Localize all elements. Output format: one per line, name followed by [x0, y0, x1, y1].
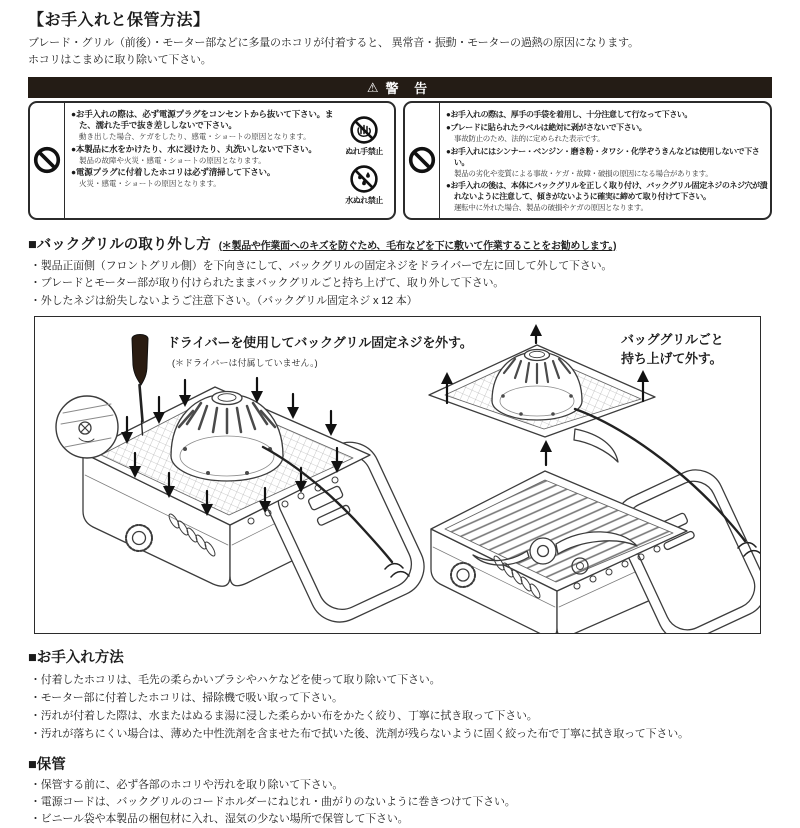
figure-caption-left-note: (＊ドライバーは付属していません。): [172, 358, 318, 368]
figure-box: [34, 316, 761, 634]
care-bullet: ・付着したホコリは、毛先の柔らかいブラシやハケなどを使って取り除いて下さい。: [30, 674, 441, 686]
intro-line: ホコリはこまめに取り除いて下さい。: [28, 54, 212, 66]
warning-item-text: ●お手入れの後は、本体にバックグリルを正しく取り付け、バックグリル固定ネジのネジ穴が潰れないように注意して、傾きがないように確実に締めて取り付けて下さい。: [446, 181, 768, 201]
removal-bullet: ・外したネジは紛失しないようご注意下さい。（バックグリル固定ネジ x 12 本）: [30, 294, 418, 307]
screw-detail-magnifier: [56, 396, 118, 458]
figure-caption-left: ドライバーを使用してバックグリル固定ネジを外す。: [167, 335, 473, 350]
warning-boxes: [28, 101, 772, 220]
section-heading-removal: [28, 233, 772, 254]
warning-box-left: [28, 101, 396, 220]
intro-text: [28, 35, 772, 69]
storage-bullets: [28, 777, 772, 828]
figure-caption-right-line: 持ち上げて外す。: [621, 351, 723, 366]
removal-heading-note: (＊製品や作業面へのキズを防ぐため、毛布などを下に敷いて作業することをお勧めします。): [218, 240, 617, 252]
warning-box-right: [403, 101, 772, 220]
removal-heading: ■バックグリルの取り外し方: [28, 236, 211, 253]
no-water-badge: [345, 164, 383, 206]
warning-banner-label: 警 告: [385, 81, 434, 96]
storage-bullet: ・ビニール袋や本製品の梱包材に入れ、湿気の少ない場所で保管して下さい。: [30, 813, 409, 825]
care-bullets: [28, 671, 772, 743]
prohibition-column: [405, 103, 440, 218]
fan-unscrew-illustration: [35, 325, 455, 630]
warning-item-text: ●お手入れにはシンナー・ベンジン・磨き粉・タワシ・化学ぞうきんなどは使用しないで下さい。: [446, 146, 760, 167]
care-bullet: ・汚れが落ちにくい場合は、薄めた中性洗剤を含ませた布で拭いた後、洗剤が残らないように固く絞った布で丁寧に拭き取って下さい。: [30, 728, 689, 740]
warning-item: [446, 109, 768, 120]
prohibition-badges: [336, 103, 394, 218]
intro-line: ブレード・グリル（前後）・モーター部などに多量のホコリが付着すると、 異常音・振動・モーターの過熱の原因になります。: [28, 37, 639, 49]
fan-lift-grill-illustration: [425, 323, 760, 633]
care-bullet: ・汚れが付着した際は、水またはぬるま湯に浸した柔らかい布をかたく絞り、丁寧に拭き取って下さい。: [30, 710, 538, 722]
side-knob: [451, 563, 475, 587]
removal-bullets: [28, 258, 772, 311]
warning-item-note: 火災・感電・ショートの原因となります。: [79, 179, 221, 188]
figure-caption-right: [621, 330, 723, 368]
warning-item: [71, 167, 334, 189]
warning-text-list: [440, 103, 770, 218]
warning-banner: [28, 77, 772, 98]
warning-item: [446, 146, 768, 179]
warning-item-text: ●電源プラグに付着したホコリは必ず清掃して下さい。: [71, 167, 276, 177]
removal-bullet: ・ブレードとモーター部が取り付けられたままバックグリルごと持ち上げて、取り外して下さい。: [30, 277, 505, 289]
no-water-icon: [349, 164, 379, 194]
warning-item-note: 動き出した場合、ケガをしたり、感電・ショートの原因となります。: [79, 132, 311, 141]
warning-item-text: ●お手入れの際は、必ず電源プラグをコンセントから抜いて下さい。また、濡れた手で抜き差ししないで下さい。: [71, 109, 334, 130]
warning-item-text: ●本製品に水をかけたり、水に浸けたり、丸洗いしないで下さい。: [71, 143, 317, 154]
warning-item: [71, 109, 334, 142]
warning-item: [446, 180, 768, 213]
warning-item-note: 運転中に外れた場合、製品の破損やケガの原因となります。: [454, 203, 648, 212]
prohibition-column: [30, 103, 65, 218]
page-title: 【お手入れと保管方法】: [28, 12, 210, 29]
warning-item: [446, 122, 768, 144]
badge-label: 水ぬれ禁止: [345, 195, 383, 205]
storage-bullet: ・保管する前に、必ず各部のホコリや汚れを取り除いて下さい。: [30, 779, 344, 791]
warning-triangle-icon: ⚠: [366, 79, 379, 95]
warning-item-note: 事故防止のため、法的に定められた表示です。: [454, 134, 605, 143]
screwdriver-icon: [132, 335, 148, 436]
warning-item-note: 製品の劣化や変質による事故・ケガ・故障・破損の原因になる場合があります。: [454, 168, 713, 178]
care-heading: ■お手入れ方法: [28, 650, 124, 666]
warning-item: [71, 144, 334, 166]
no-wet-hands-icon: [349, 115, 379, 145]
removal-bullet: ・製品正面側（フロントグリル側）を下向きにして、バックグリルの固定ネジをドライバーで左に回して外して下さい。: [30, 259, 613, 272]
figure-caption-right-line: バッググリルごと: [621, 332, 724, 347]
warning-item-note: 製品の故障や火災・感電・ショートの原因となります。: [79, 155, 266, 165]
care-bullet: ・モーター部に付着したホコリは、掃除機で吸い取って下さい。: [30, 692, 343, 704]
badge-label: ぬれ手禁止: [345, 146, 383, 156]
no-wet-hands-badge: [345, 115, 383, 157]
prohibition-icon: [33, 146, 61, 174]
storage-bullet: ・電源コードは、バックグリルのコードホルダーにねじれ・曲がりのないように巻きつけて下さい。: [30, 796, 516, 808]
side-knob: [126, 525, 152, 551]
warning-item-text: ●ブレードに貼られたラベルは絶対に剥がさないで下さい。: [446, 123, 647, 132]
warning-text-list: [65, 103, 336, 218]
storage-heading: ■保管: [28, 757, 66, 773]
prohibition-icon: [408, 146, 436, 174]
warning-item-text: ●お手入れの際は、厚手の手袋を着用し、十分注意して行なって下さい。: [446, 110, 692, 119]
